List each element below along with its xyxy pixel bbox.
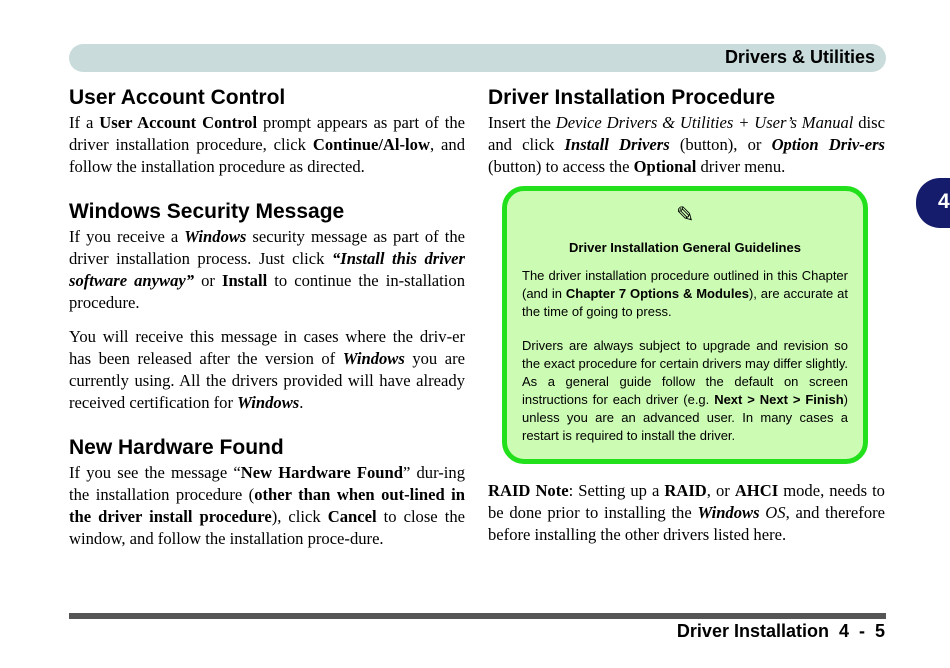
pencil-icon: ✎ <box>676 203 695 228</box>
raid-note <box>488 480 885 546</box>
guidelines-callout <box>502 186 868 464</box>
footer-rule <box>69 613 886 619</box>
dip-paragraph: Insert the Device Drivers & Utilities + User’s Manual disc and click Install Drivers (button), or Option Driv-ers (button) to access the Optional driver menu. <box>488 113 885 176</box>
header-bar <box>69 44 886 72</box>
raid-paragraph: RAID Note: Setting up a RAID, or AHCI mode, needs to be done prior to installing the Windows OS, and therefore before installing the other drivers listed here. <box>488 481 886 544</box>
wsm-paragraph-2: You will receive this message in cases where the driv-er has been released after the version of Windows you are currently using. All the drivers provided will have already received certification for Windows. <box>69 327 465 412</box>
right-column <box>488 84 885 178</box>
callout-body <box>522 267 848 445</box>
nhf-heading: New Hardware Found <box>69 436 284 459</box>
callout-title: Driver Installation General Guidelines <box>569 240 801 255</box>
page-footer: Driver Installation 4 - 5 <box>676 621 885 641</box>
chapter-tab <box>916 178 950 228</box>
wsm-heading: Windows Security Message <box>69 200 345 223</box>
callout-paragraph-2: Drivers are always subject to upgrade and revision so the exact procedure for certain drivers may differ slightly. As a general guide follow the default on screen instructions for each driver (e.g. Next > Next > Finish) unless you are an advanced user. In many cases a restart is required to install the driver. <box>522 338 848 443</box>
chapter-number: 4 <box>938 190 950 213</box>
running-header-title: Drivers & Utilities <box>724 47 875 67</box>
left-column <box>69 84 465 550</box>
nhf-paragraph: If you see the message “New Hardware Found” dur-ing the installation procedure (other than when out-lined in the driver install procedure), click Cancel to close the window, and follow the installation proce-dure. <box>69 463 465 548</box>
uac-paragraph: If a User Account Control prompt appears as part of the driver installation procedure, click Continue/Al-low, and follow the installation procedure as directed. <box>69 113 466 176</box>
wsm-paragraph-1: If you receive a Windows security message as part of the driver installation process. Just click “Install this driver software anyway” or Install to continue the in-stallation procedure. <box>69 227 465 312</box>
dip-heading: Driver Installation Procedure <box>488 86 776 109</box>
uac-heading: User Account Control <box>69 86 286 109</box>
callout-paragraph-1: The driver installation procedure outlined in this Chapter (and in Chapter 7 Options & Modules), are accurate at the time of going to press. <box>522 268 848 319</box>
